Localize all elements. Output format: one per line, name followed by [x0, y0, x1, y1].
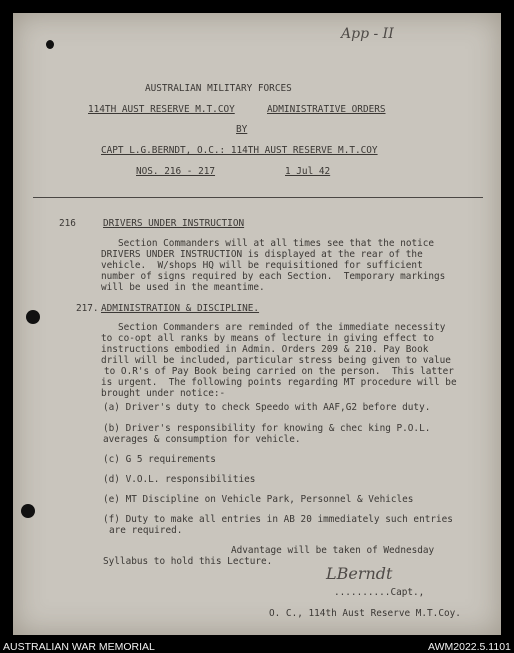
- signature-rank: ..........Capt.,: [334, 587, 425, 598]
- header-by: BY: [236, 124, 248, 135]
- section-216-line: Section Commanders will at all times see that the notice: [118, 238, 435, 249]
- section-217-line: is urgent. The following points regarding MT procedure will be: [101, 377, 457, 388]
- section-217-number: 217.: [76, 303, 99, 314]
- section-217-line: to co-opt all ranks by means of lecture in giving effect to: [101, 333, 435, 344]
- section-216-title: DRIVERS UNDER INSTRUCTION: [103, 218, 245, 229]
- list-item-b: (b) Driver's responsibility for knowing & chec king P.O.L.: [103, 423, 431, 434]
- punch-hole: [26, 310, 40, 324]
- section-216-line: number of signs required by each Section. Temporary markings: [101, 271, 446, 282]
- section-217-line: to O.R's of Pay Book being carried on the person. This latter: [104, 366, 454, 377]
- list-item-b-cont: averages & consumption for vehicle.: [103, 434, 301, 445]
- list-item-f: (f) Duty to make all entries in AB 20 immediately such entries: [103, 514, 453, 525]
- section-217-line: Section Commanders are reminded of the immediate necessity: [118, 322, 446, 333]
- header-divider: [33, 197, 483, 198]
- header-unit: 114TH AUST RESERVE M.T.COY: [88, 104, 235, 115]
- section-216-line: vehicle. W/shops HQ will be requisitioned for sufficient: [101, 260, 423, 271]
- footer-right: AWM2022.5.1101: [428, 641, 511, 653]
- margin-annotation: App - II: [341, 26, 394, 42]
- section-217-line: brought under notice:-: [101, 388, 226, 399]
- header-line-1: AUSTRALIAN MILITARY FORCES: [145, 83, 292, 94]
- list-item-d: (d) V.O.L. responsibilities: [103, 474, 256, 485]
- header-order-numbers: NOS. 216 - 217: [136, 166, 216, 177]
- list-item-a: (a) Driver's duty to check Speedo with AAF,G2 before duty.: [103, 402, 431, 413]
- header-date: 1 Jul 42: [285, 166, 331, 177]
- punch-hole: [46, 40, 54, 49]
- signature-title: O. C., 114th Aust Reserve M.T.Coy.: [269, 608, 461, 619]
- header-commander: CAPT L.G.BERNDT, O.C.: 114TH AUST RESERVE M.T.COY: [101, 145, 378, 156]
- list-item-c: (c) G 5 requirements: [103, 454, 216, 465]
- section-216-line: will be used in the meantime.: [101, 282, 265, 293]
- section-217-title: ADMINISTRATION & DISCIPLINE.: [101, 303, 260, 314]
- list-item-f-cont: are required.: [109, 525, 183, 536]
- list-item-e: (e) MT Discipline on Vehicle Park, Personnel & Vehicles: [103, 494, 414, 505]
- document-page: [13, 13, 501, 635]
- handwritten-signature: LBerndt: [326, 564, 393, 583]
- closing-line: Advantage will be taken of Wednesday: [231, 545, 435, 556]
- closing-line: Syllabus to hold this Lecture.: [103, 556, 273, 567]
- section-217-line: instructions embodied in Admin. Orders 209 & 210. Pay Book: [101, 344, 429, 355]
- section-217-line: drill will be included, particular stress being given to value: [101, 355, 451, 366]
- section-216-number: 216: [59, 218, 76, 229]
- footer-left: AUSTRALIAN WAR MEMORIAL: [3, 641, 155, 653]
- header-orders: ADMINISTRATIVE ORDERS: [267, 104, 386, 115]
- section-216-line: DRIVERS UNDER INSTRUCTION is displayed at the rear of the: [101, 249, 423, 260]
- punch-hole: [21, 504, 35, 518]
